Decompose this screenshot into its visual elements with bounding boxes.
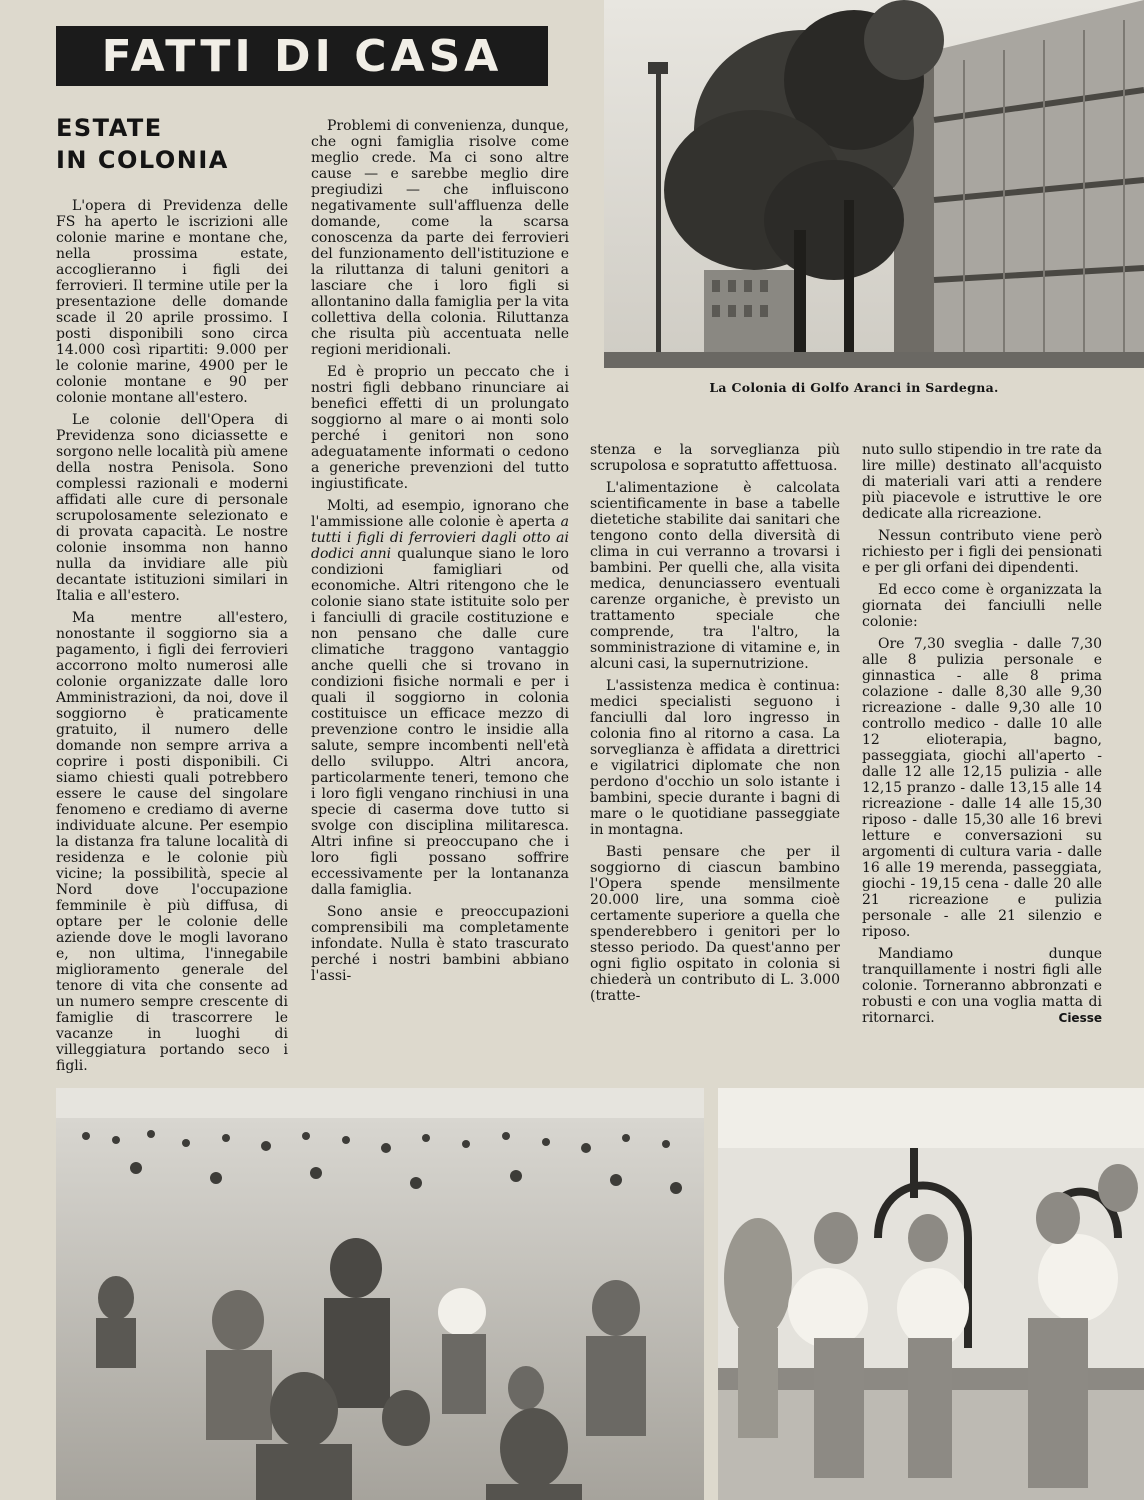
paragraph: Ma mentre all'estero, nonostante il soggiorno sia a pagamento, i figli dei ferrovieri accorrono molto numerosi alle colonie organizzate dalle loro Amministrazioni, da noi, dove il soggiorno è praticamente gratuito, il numero delle domande non sempre arriva a coprire i posti disponibili. Ci siamo chiesti quali potrebbero essere le cause del singolare fenomeno e crediamo di averne individuate alcune. Per esempio la distanza fra talune località di residenza e le colonie più vicine; la possibilità, specie al Nord dove l'occupazione femminile è più diffusa, di optare per le colonie delle aziende dove le mogli lavorano e, non ultima, l'innegabile miglioramento generale del tenore di vita che consente ad un numero sempre crescente di famiglie di trascorrere le vacanze in luoghi di villeggiatura portando seco i figli. xyxy=(56,610,288,1074)
section-banner xyxy=(56,26,548,86)
paragraph: Ed ecco come è organizzata la giornata dei fanciulli nelle colonie: xyxy=(862,582,1102,630)
headline-line-2: IN COLONIA xyxy=(56,146,229,174)
paragraph: Basti pensare che per il soggiorno di ciascun bambino l'Opera spende mensilmente 20.000 lire, una somma cioè certamente superiore a quella che spenderebbero i genitori per lo stesso periodo. Da quest'anno per ogni figlio ospitato in colonia si chiederà un contributo di L. 3.000 (tratte- xyxy=(590,844,840,1004)
paragraph-text: qualunque siano le loro condizioni famigliari od economiche. Altri ritengono che le colonie siano state istituite solo per i fanciulli di gracile costituzione e non pensano che dalle cure climatiche traggono vantaggio anche quelli che si trovano in condizioni fisiche normali e per i quali il soggiorno in colonia costituisce un efficace mezzo di prevenzione contro le insidie alla salute, sempre incombenti nell'età dello sviluppo. Altri ancora, particolarmente teneri, temono che i loro figli vengano rinchiusi in una specie di caserma dove tutto si svolge con disciplina militaresca. Altri infine si preoccupano che i loro figli possano soffrire eccessivamente per la lontananza dalla famiglia. xyxy=(311,546,569,898)
paragraph-text: Mandiamo dunque tranquillamente i nostri figli alle colonie. Torneranno abbronzati e robusti e con una voglia matta di ritornarci. xyxy=(862,946,1102,1026)
paragraph: nuto sullo stipendio in tre rate da lire mille) destinato all'acquisto di materiali vari atti a rendere più piacevole e istruttive le ore dedicate alla ricreazione. xyxy=(862,442,1102,522)
photo-caption: La Colonia di Golfo Aranci in Sardegna. xyxy=(709,380,999,395)
children-at-sea-photo xyxy=(56,1088,704,1500)
article-headline xyxy=(56,112,296,176)
children-washing-image xyxy=(718,1088,1144,1500)
paragraph: Ore 7,30 sveglia - dalle 7,30 alle 8 pulizia personale e ginnastica - alle 8 prima colazione - dalle 8,30 alle 9,30 ricreazione - dalle 9,30 alle 10 controllo medico - dalle 10 alle 12 elioterapia, bagno, passeggiata, giochi all'aperto - dalle 12 alle 12,15 pulizia - alle 12,15 pranzo - dalle 13,15 alle 14 ricreazione - dalle 14 alle 15,30 riposo - dalle 15,30 alle 16 brevi letture e conversazioni su argomenti di cultura varia - dalle 16 alle 19 merenda, passeggiata, giochi - 19,15 cena - dalle 20 alle 21 ricreazione e pulizia personale - alle 21 silenzio e riposo. xyxy=(862,636,1102,940)
children-washing-photo xyxy=(718,1088,1144,1500)
paragraph: Nessun contributo viene però richiesto per i figli dei pensionati e per gli orfani dei dipendenti. xyxy=(862,528,1102,576)
paragraph-text: Molti, ad esempio, ignorano che l'ammissione alle colonie è aperta xyxy=(311,498,569,530)
children-at-sea-image xyxy=(56,1088,704,1500)
emphasis-text: a tutti i figli di ferrovieri dagli otto ai dodici anni xyxy=(311,514,569,562)
text-column-2 xyxy=(311,118,569,1058)
paragraph: stenza e la sorveglianza più scrupolosa e sopratutto affettuosa. xyxy=(590,442,840,474)
author-signature: Ciesse xyxy=(1058,1011,1102,1025)
paragraph: L'alimentazione è calcolata scientificamente in base a tabelle dietetiche stabilite dai sanitari che tengono conto della diversità di clima in cui verranno a trovarsi i bambini. Per quelli che, alla visita medica, denunciassero eventuali carenze organiche, è previsto un trattamento speciale che comprende, tra l'altro, la somministrazione di vitamine e, in alcuni casi, la supernutrizione. xyxy=(590,480,840,672)
text-column-3 xyxy=(590,442,840,1066)
text-column-1 xyxy=(56,198,288,1074)
paragraph xyxy=(311,498,569,898)
colony-building-image xyxy=(604,0,1144,368)
section-title: FATTI DI CASA xyxy=(101,30,503,82)
paragraph: Problemi di convenienza, dunque, che ogni famiglia risolve come meglio crede. Ma ci sono altre cause — e sarebbe meglio dire pregiudizi — che influiscono negativamente sull'affluenza delle domande, come la scarsa conoscenza da parte dei ferrovieri del funzionamento dell'istituzione e la riluttanza di taluni genitori a lasciare che i loro figli si allontanino dalla famiglia per la vita collettiva della colonia. Riluttanza che risulta più accentuata nelle regioni meridionali. xyxy=(311,118,569,358)
paragraph: Sono ansie e preoccupazioni comprensibili ma completamente infondate. Nulla è stato trascurato perché i nostri bambini abbiano l'assi- xyxy=(311,904,569,984)
paragraph: Le colonie dell'Opera di Previdenza sono diciassette e sorgono nelle località più amene della nostra Penisola. Sono complessi razionali e moderni affidati alle cure di personale scrupolosamente selezionato e di provata capacità. Le nostre colonie insomma non hanno nulla da invidiare alle più decantate istituzioni similari in Italia e all'estero. xyxy=(56,412,288,604)
paragraph: Ed è proprio un peccato che i nostri figli debbano rinunciare ai benefici effetti di un prolungato soggiorno al mare o ai monti solo perché i genitori non sono adeguatamente informati o cedono a generiche prevenzioni del tutto ingiustificate. xyxy=(311,364,569,492)
paragraph: L'assistenza medica è continua: medici specialisti seguono i fanciulli dal loro ingresso in colonia fino al ritorno a casa. La sorveglianza è affidata a direttrici e vigilatrici diplomate che non perdono d'occhio un solo istante i bambini, specie durante i bagni di mare o le quotidiane passeggiate in montagna. xyxy=(590,678,840,838)
paragraph: L'opera di Previdenza delle FS ha aperto le iscrizioni alle colonie marine e montane che, nella prossima estate, accoglieranno i figli dei ferrovieri. Il termine utile per la presentazione delle domande scade il 20 aprile prossimo. I posti disponibili sono circa 14.000 così ripartiti: 9.000 per le colonie marine, 4900 per le colonie montane e 90 per colonie montane all'estero. xyxy=(56,198,288,406)
colony-building-photo xyxy=(604,0,1144,368)
text-column-4 xyxy=(862,442,1102,1072)
headline-line-1: ESTATE xyxy=(56,114,163,142)
paragraph xyxy=(862,946,1102,1026)
